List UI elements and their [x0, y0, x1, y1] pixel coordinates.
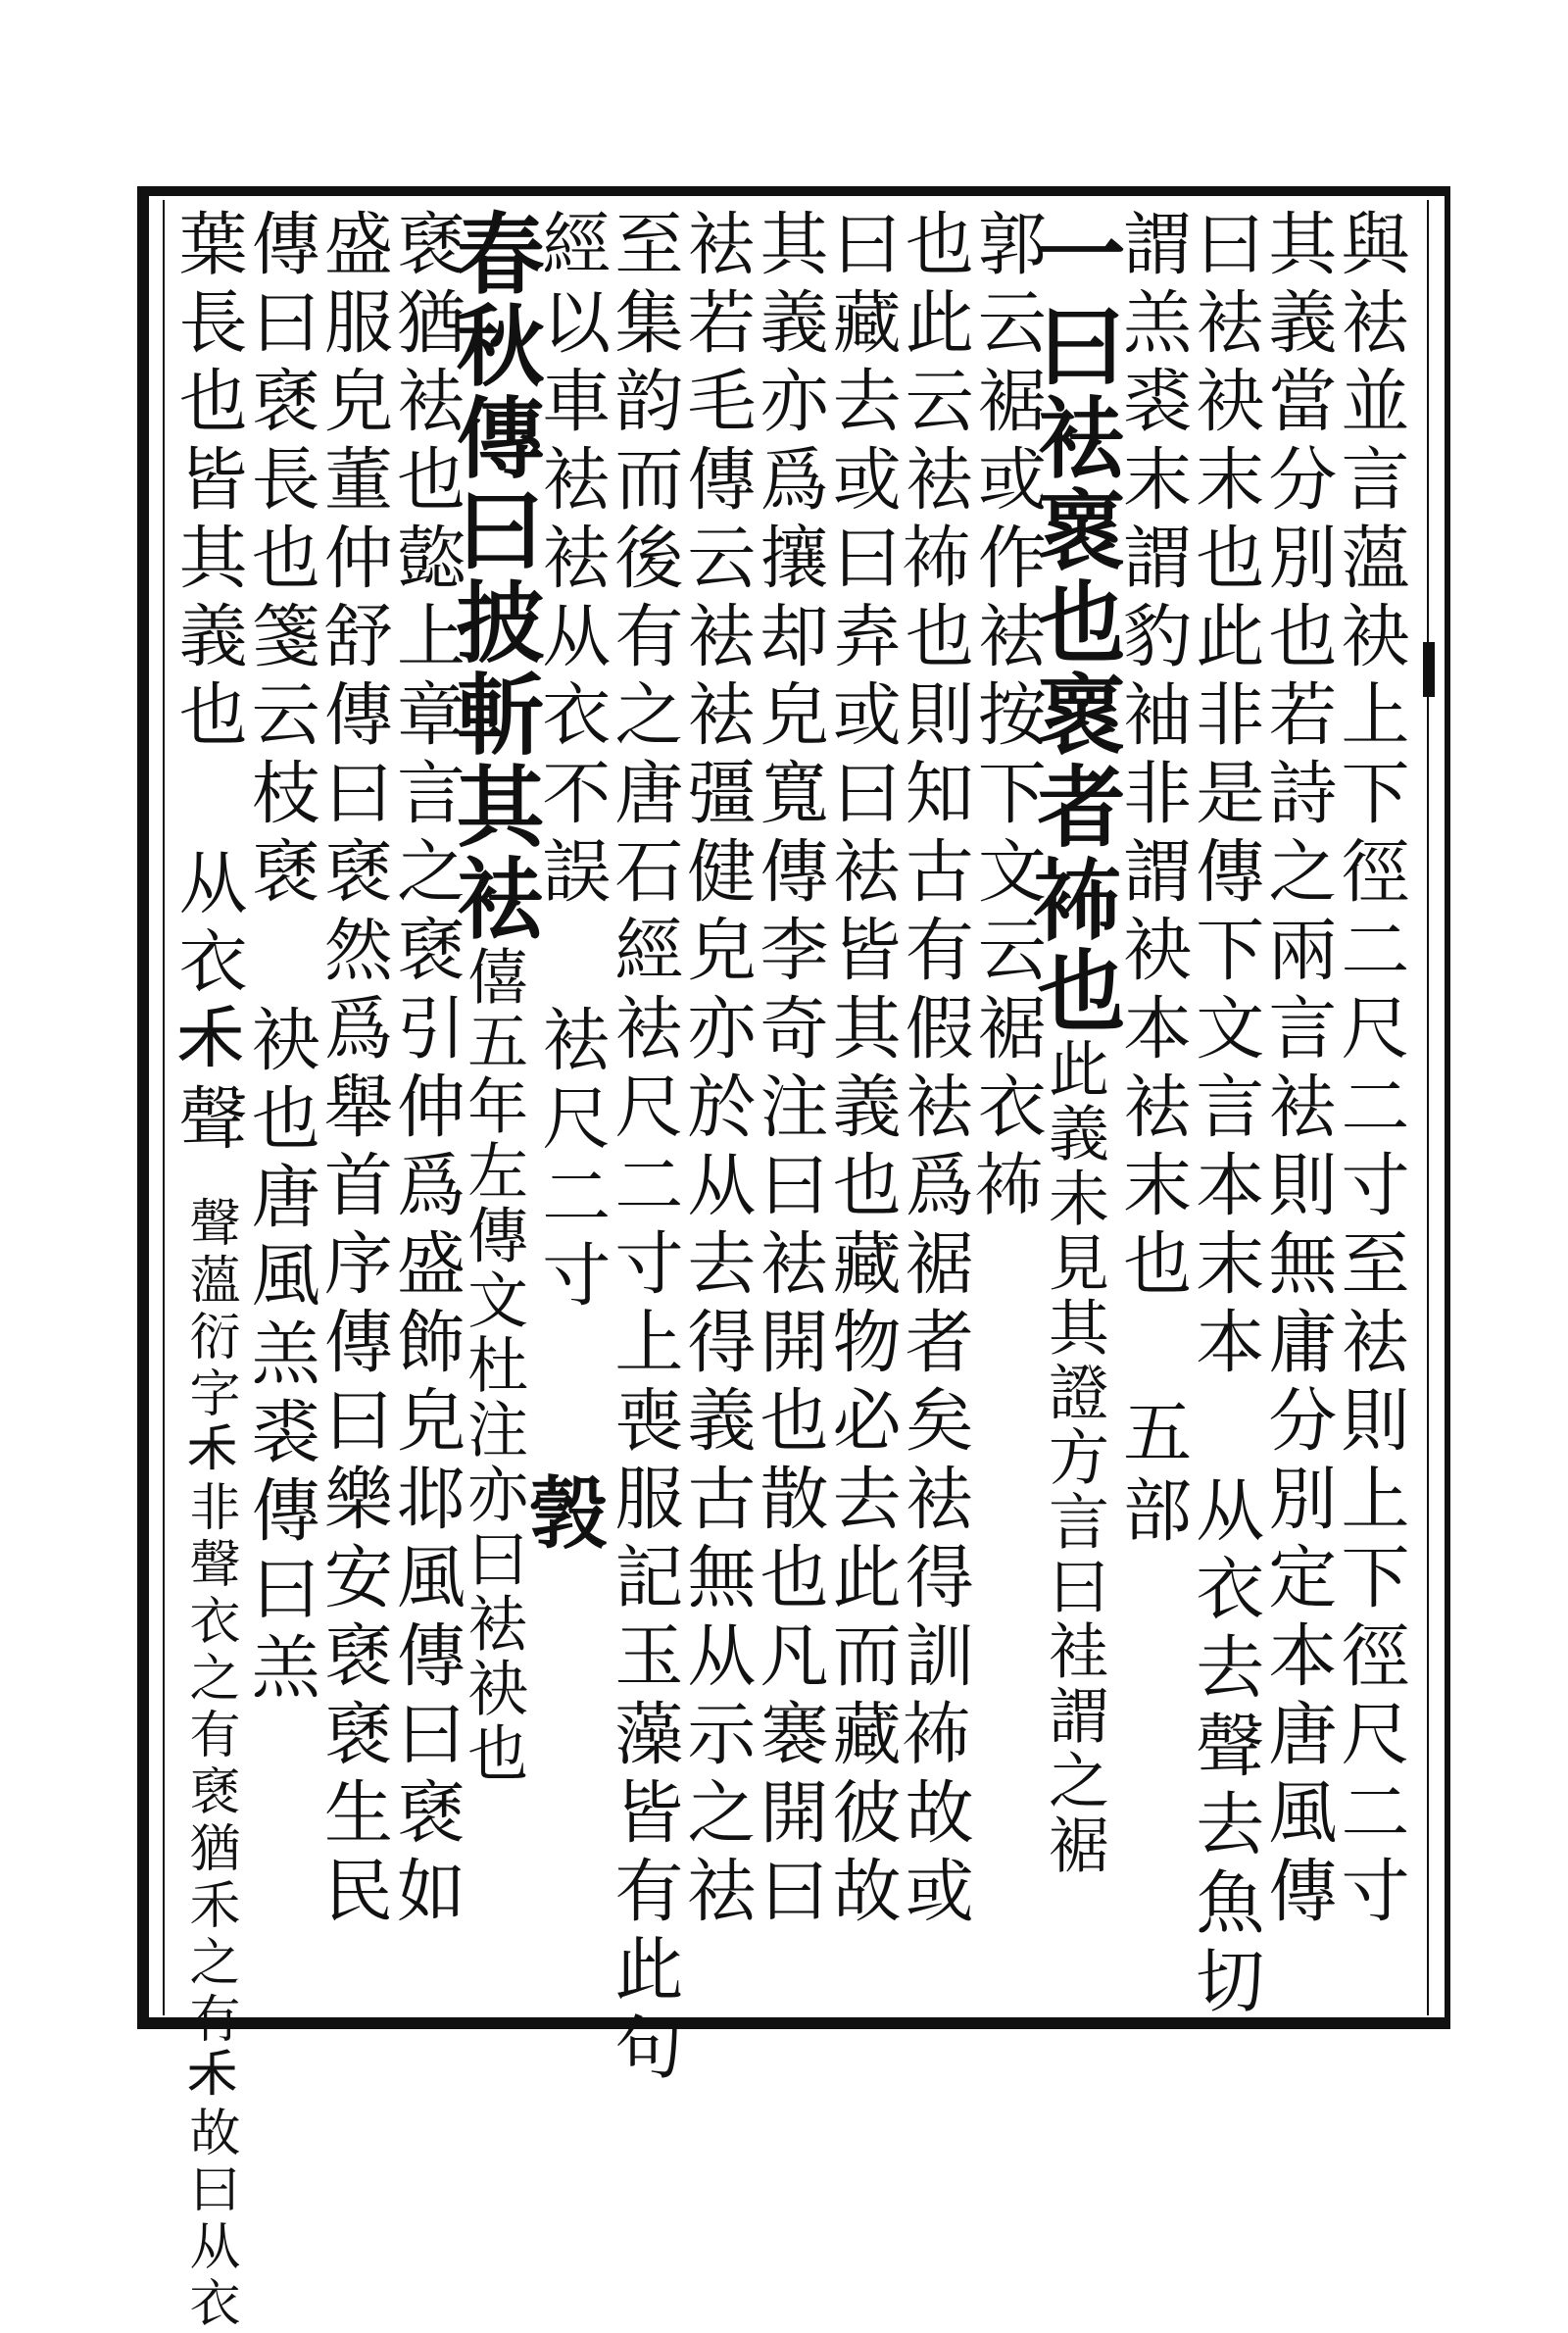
column-text: 也此云袪𧙛也則知古有假袪爲裾者矣袪得訓𧙛故或: [894, 208, 975, 1933]
text-column: [1184, 208, 1266, 2023]
column-text: 其義當分別也若詩之兩言袪則無庸分別定本唐風傳: [1256, 208, 1338, 1933]
column-note: 僖五年左傳文杜注亦曰袪袂也: [457, 945, 529, 1786]
text-column: [240, 208, 321, 2021]
seal-glyph: 㝅: [529, 1467, 608, 1560]
column-text: 傳曰褎長也箋云枝褎 袂也唐風羔裘傳曰羔: [240, 208, 321, 1710]
page-tab-marker: [1423, 642, 1435, 697]
column-text: 春秋傳曰披斬其袪: [440, 208, 545, 945]
text-column: [749, 208, 830, 2021]
text-column: [440, 208, 545, 2021]
column-text: 其義亦爲攘却皃寬傳李奇注曰袪開也散也凡褰開曰: [749, 208, 830, 1933]
text-column: [1021, 208, 1126, 2021]
gloss-column: 聲薀衍字𥝌非聲衣之有褎猶禾之有𥝌故曰从衣: [180, 1196, 239, 2333]
column-text: 曰袪袂末也此非是傳下文言本末本 从衣去聲去魚切: [1184, 208, 1265, 2023]
text-column: [1256, 208, 1339, 2021]
text-column: [530, 208, 612, 2021]
text-column: [1111, 208, 1194, 2021]
inner-rule-left: [163, 200, 165, 2015]
text-column: [675, 208, 758, 2021]
text-column: [603, 208, 685, 2090]
column-text: 經以車袪袪从衣不誤 袪尺二寸: [530, 208, 612, 1317]
column-text: 褎猶袪也㦤上章言之褎引伸爲盛飾皃邶風傳曰褎如: [385, 208, 466, 1933]
column-text: 謂羔裘末謂豹袖非謂袂本袪末也 五部: [1111, 208, 1193, 1553]
column-text: 郭云裾或作袪按下文云裾衣𧙛: [966, 208, 1048, 1227]
column-note: 此義未見其證方言曰袿謂之裾: [1038, 1037, 1110, 1878]
text-column: [894, 208, 975, 2021]
column-text: 盛服皃董仲舒傳曰褎然爲舉首序傳曰樂安褎褎生民: [313, 208, 394, 1933]
column-text: 至集韵而後有之唐石經袪尺二寸上喪服記玉藻皆有此句: [603, 208, 684, 2090]
column-text: 與袪並言薀袂上下徑二尺二寸至袪則上下徑尺二寸: [1329, 208, 1410, 1933]
text-column: [313, 208, 394, 2021]
column-text: 曰藏去或曰弆或曰袪皆其義也藏物必去此而藏彼故: [821, 208, 903, 1933]
text-column: [821, 208, 903, 2021]
inner-rule-right: [1427, 200, 1429, 2015]
text-column: [966, 208, 1048, 2021]
column-text: 葉長也皆其義也 从衣𥝌聲: [168, 208, 249, 1161]
text-column: [385, 208, 466, 2021]
column-text: 一曰袪褱也褱者𧙛也: [1021, 208, 1126, 1037]
text-column: [1329, 208, 1411, 2021]
column-text: 袪若毛傳云袪袪彊健皃亦於从去得義古無从示之祛: [675, 208, 757, 1933]
